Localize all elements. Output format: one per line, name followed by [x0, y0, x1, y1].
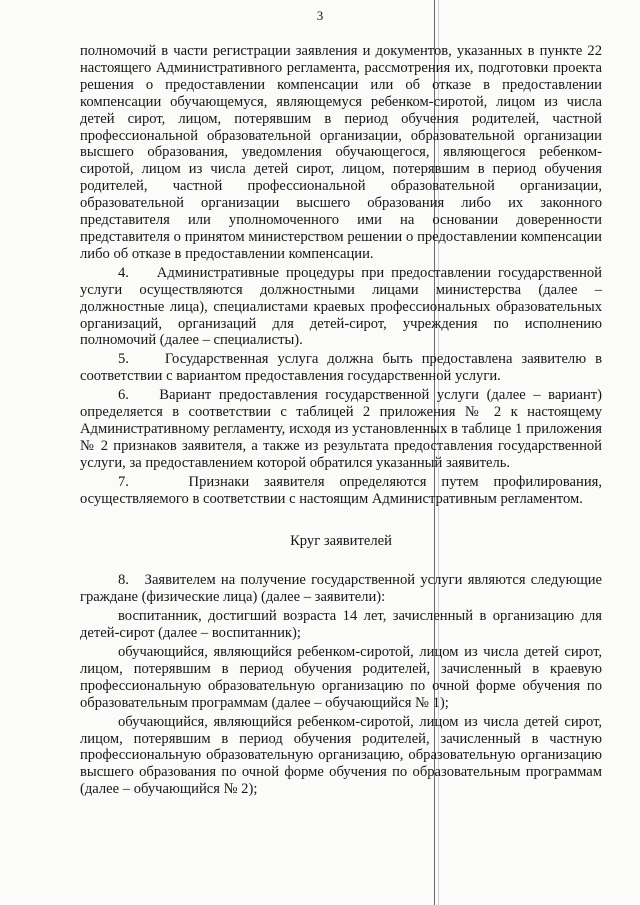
- paragraph-item-8: 8. Заявителем на получение государственной услуги являются следующие граждане (физические лица) (далее – заявители):: [80, 572, 602, 606]
- section-heading: Круг заявителей: [290, 533, 392, 550]
- paragraph-item-7: 7. Признаки заявителя определяются путем профилирования, осуществляемого в соответствии с настоящим Административным регламентом.: [80, 473, 602, 507]
- document-body: [80, 43, 602, 800]
- page-number: 3: [316, 8, 324, 23]
- applicant-category-student-1: обучающийся, являющийся ребенком-сиротой, лицом из числа детей сирот, лицом, потерявшим в период обучения родителей, зачисленный в краевую профессиональную образовательную организацию по очной форме обучения по образовательным программам (далее – обучающийся № 1);: [80, 644, 602, 711]
- paragraph-continuation: полномочий в части регистрации заявления и документов, указанных в пункте 22 настоящего Административного регламента, рассмотрения их, подготовки проекта решения о предоставлении компенсации или об отказе в предоставлении компенсации обучающемуся, являющемуся ребенком-сиротой, лицом из числа детей сирот, лицом, потерявшим в период обучения родителей, частной профессиональной образовательной организации, образовательной организации высшего образования, уведомления обучающегося, являющегося ребенком-сиротой, лицом из числа детей сирот, лицом, потерявшим в период обучения родителей, частной профессиональной образовательной организации, образовательной организации высшего образования либо их законного представителя или уполномоченного ими на основании доверенности представителя о принятом министерством решении о предоставлении компенсации либо об отказе в предоставлении компенсации.: [80, 43, 602, 262]
- paragraph-item-5: 5. Государственная услуга должна быть предоставлена заявителю в соответствии с вариантом предоставления государственной услуги.: [80, 351, 602, 385]
- paragraph-item-6: 6. Вариант предоставления государственной услуги (далее – вариант) определяется в соответствии с таблицей 2 приложения № 2 к настоящему Административному регламенту, исходя из установленных в таблице 1 приложения № 2 признаков заявителя, а также из результата предоставления государственной услуги, за предоставлением которой обратился указанный заявитель.: [80, 387, 602, 471]
- applicant-category-student-2: обучающийся, являющийся ребенком-сиротой, лицом из числа детей сирот, лицом, потерявшим в период обучения родителей, зачисленный в частную профессиональную образовательную организацию, образовательную организацию высшего образования по очной форме обучения по образовательным программам (далее – обучающийся № 2);: [80, 713, 602, 798]
- paragraph-item-4: 4. Административные процедуры при предоставлении государственной услуги осуществляются должностными лицами министерства (далее – должностные лица), специалистами краевых профессиональных образовательных организаций, организаций для детей-сирот, учреждения по исполнению полномочий (далее – специалисты).: [80, 264, 602, 349]
- applicant-category-pupil: воспитанник, достигший возраста 14 лет, зачисленный в организацию для детей-сирот (далее – воспитанник);: [80, 608, 602, 642]
